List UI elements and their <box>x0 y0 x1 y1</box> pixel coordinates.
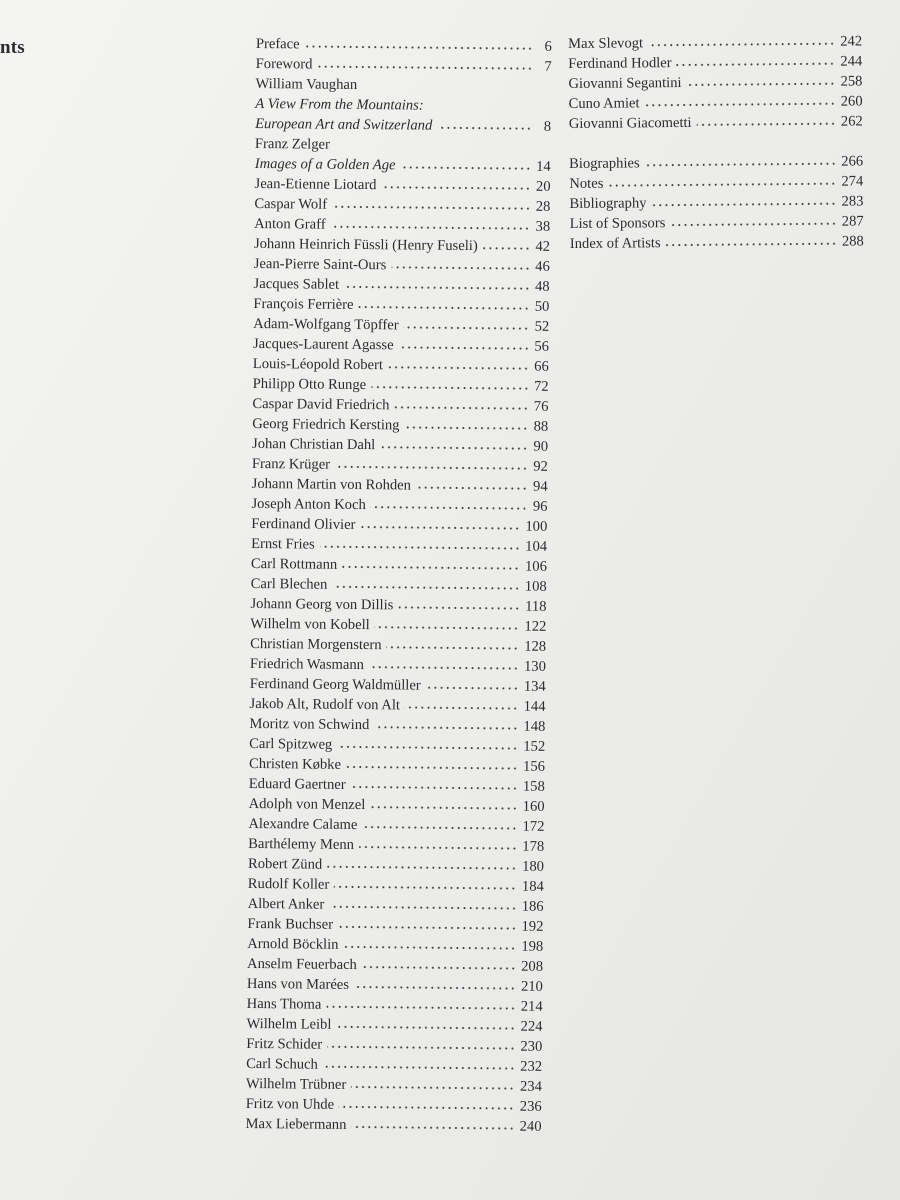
toc-entry <box>254 234 550 257</box>
page-number: 8 <box>543 118 552 135</box>
contents-heading: nts <box>0 37 25 58</box>
toc-entry <box>247 934 543 957</box>
toc-entry <box>250 594 546 617</box>
entry-title: List of Sponsors <box>569 215 666 232</box>
dot-leader <box>645 102 836 108</box>
dot-leader <box>398 605 520 610</box>
page-number: 236 <box>519 1098 542 1115</box>
entry-title: Johann Georg von Dillis <box>250 595 394 614</box>
toc-entry <box>246 1054 542 1077</box>
toc-entry <box>251 534 547 557</box>
toc-entry <box>250 654 546 677</box>
dot-leader <box>320 545 520 551</box>
entry-title: Jean-Etienne Liotard <box>254 175 377 194</box>
toc-entry <box>255 134 551 157</box>
dot-leader <box>346 765 518 771</box>
page-number: 7 <box>544 58 552 75</box>
toc-entry <box>569 111 863 134</box>
entry-title: A View From the Mountains: <box>255 95 424 114</box>
toc-entry <box>254 274 550 297</box>
toc-entry <box>252 434 548 457</box>
page-number: 50 <box>534 298 550 315</box>
dot-leader <box>317 65 532 71</box>
dot-leader <box>362 965 516 970</box>
entry-title: Eduard Gaertner <box>248 775 346 793</box>
dot-leader <box>677 62 836 67</box>
page-number: 134 <box>523 678 546 695</box>
dot-leader <box>343 945 516 951</box>
entry-title: Carl Spitzweg <box>249 735 333 753</box>
entry-title: Jakob Alt, Rudolf von Alt <box>249 695 401 714</box>
dot-leader <box>687 82 836 87</box>
entry-title: Arnold Böcklin <box>247 935 339 953</box>
page-number: 244 <box>840 53 863 70</box>
toc-entry <box>252 414 548 437</box>
page-number: 172 <box>522 818 545 835</box>
page-number: 262 <box>840 113 863 130</box>
entry-title: Philipp Otto Runge <box>252 375 367 394</box>
toc-entry <box>568 31 862 54</box>
toc-entry <box>246 1034 542 1057</box>
dot-leader <box>327 1045 515 1051</box>
dot-leader <box>344 285 530 291</box>
dot-leader <box>375 625 520 630</box>
page-number: 122 <box>524 618 547 635</box>
page-number: 186 <box>521 898 544 915</box>
toc-entry <box>250 634 546 657</box>
page-number: 178 <box>522 838 545 855</box>
toc-entry <box>249 774 545 797</box>
entry-title: Carl Schuch <box>246 1055 318 1073</box>
entry-title: Alexandre Calame <box>248 815 358 834</box>
entry-title: Barthélemy Menn <box>248 835 355 853</box>
dot-leader <box>387 645 520 650</box>
entry-title: Ferdinand Georg Waldmüller <box>249 675 421 694</box>
entry-title: Georg Friedrich Kersting <box>252 415 400 434</box>
dot-leader <box>335 465 528 471</box>
page-number: 184 <box>521 878 544 895</box>
dot-leader <box>380 445 528 450</box>
entry-title: Biographies <box>569 155 640 172</box>
page-number: 100 <box>525 518 548 535</box>
entry-title: Jacques-Laurent Agasse <box>252 335 394 354</box>
toc-entry <box>568 71 862 94</box>
dot-leader <box>337 745 518 751</box>
dot-leader <box>369 665 519 670</box>
dot-leader <box>351 785 518 791</box>
dot-leader <box>391 265 530 270</box>
dot-leader <box>354 985 516 991</box>
dot-leader <box>416 486 528 491</box>
page-number: 88 <box>533 418 549 435</box>
toc-entry <box>569 191 863 214</box>
dot-leader <box>305 44 533 50</box>
entry-title: Joseph Anton Koch <box>251 495 366 514</box>
toc-entry <box>247 974 543 997</box>
toc-entry <box>245 1114 541 1137</box>
entry-title: Anton Graff <box>254 215 326 233</box>
dot-leader <box>404 325 530 330</box>
entry-title: William Vaughan <box>255 75 358 93</box>
dot-leader <box>323 1065 515 1071</box>
page-number: 287 <box>841 213 864 230</box>
page-number: 48 <box>534 278 550 295</box>
dot-leader <box>332 205 531 211</box>
toc-left-column <box>245 34 552 1137</box>
entry-title: Ferdinand Olivier <box>251 515 356 533</box>
dot-leader <box>358 305 529 311</box>
entry-title: Giovanni Segantini <box>568 75 682 92</box>
page-number: 266 <box>841 153 864 170</box>
dot-leader <box>399 345 530 350</box>
page-number: 90 <box>533 438 549 455</box>
toc-entry <box>255 114 551 137</box>
entry-title: Adam-Wolfgang Töpffer <box>253 315 399 334</box>
toc-entry <box>253 354 549 377</box>
dot-leader <box>648 42 835 48</box>
page-number: 6 <box>544 38 552 55</box>
dot-leader <box>608 182 836 188</box>
entry-title: François Ferrière <box>253 295 354 313</box>
page-number: 118 <box>525 598 547 615</box>
entry-title: European Art and Switzerland <box>255 115 433 134</box>
dot-leader <box>351 1125 514 1131</box>
toc-entry <box>251 574 547 597</box>
dot-leader <box>381 185 530 190</box>
page-number: 152 <box>523 738 546 755</box>
page-number: 128 <box>524 638 547 655</box>
section-spacer <box>569 131 863 154</box>
page-number: 198 <box>521 938 544 955</box>
dot-leader <box>371 505 528 511</box>
toc-entry <box>253 374 549 397</box>
dot-leader <box>326 1005 515 1011</box>
entry-title: Christen Købke <box>248 755 342 773</box>
dot-leader <box>359 845 517 851</box>
page-number: 108 <box>524 578 547 595</box>
page-number: 260 <box>840 93 863 110</box>
toc-entry <box>251 494 547 517</box>
page-number: 156 <box>523 758 546 775</box>
entry-title: Max Liebermann <box>245 1115 347 1133</box>
dot-leader <box>327 865 517 871</box>
dot-leader <box>371 385 529 391</box>
dot-leader <box>400 165 531 170</box>
toc-entry <box>256 54 552 77</box>
page-number: 274 <box>841 173 864 190</box>
page-number: 52 <box>534 318 550 335</box>
page-number: 208 <box>521 958 544 975</box>
dot-leader <box>483 246 531 250</box>
toc-entry <box>253 334 549 357</box>
page-number: 160 <box>522 798 545 815</box>
dot-leader <box>645 162 837 168</box>
page-number: 76 <box>533 398 549 415</box>
page-number: 148 <box>523 718 546 735</box>
page-number: 42 <box>535 238 551 255</box>
toc-entry <box>249 694 545 717</box>
toc-entry <box>251 554 547 577</box>
toc-entry <box>250 674 546 697</box>
entry-title: Hans Thoma <box>246 995 322 1013</box>
toc-entry <box>254 194 550 217</box>
dot-leader <box>374 725 518 730</box>
page-number: 230 <box>520 1038 543 1055</box>
dot-leader <box>342 565 520 571</box>
page-number: 96 <box>532 498 548 515</box>
entry-title: Louis-Léopold Robert <box>252 355 384 374</box>
page-number: 106 <box>524 558 547 575</box>
page-number: 66 <box>534 358 549 375</box>
page-number: 283 <box>841 193 864 210</box>
dot-leader <box>334 885 517 891</box>
entry-title: Notes <box>569 175 604 192</box>
page-number: 288 <box>841 233 864 250</box>
entry-title: Franz Zelger <box>254 135 330 153</box>
toc-entry <box>252 454 548 477</box>
page-number: 46 <box>535 258 550 275</box>
entry-title: Johann Heinrich Füssli (Henry Fuseli) <box>253 235 478 255</box>
entry-title: Giovanni Giacometti <box>568 114 692 132</box>
entry-title: Carl Blechen <box>250 575 328 593</box>
toc-entry <box>247 914 543 937</box>
toc-entry <box>246 1074 542 1097</box>
entry-title: Wilhelm Trübner <box>245 1075 347 1093</box>
toc-entry <box>255 74 551 97</box>
entry-title: Caspar Wolf <box>254 195 328 213</box>
entry-title: Max Slevogt <box>568 35 644 52</box>
toc-entry <box>246 1094 542 1117</box>
toc-entry <box>570 211 864 234</box>
entry-title: Frank Buchser <box>247 915 334 933</box>
dot-leader <box>405 705 519 710</box>
entry-title: Moritz von Schwind <box>249 715 370 734</box>
dot-leader <box>332 585 520 591</box>
page-number: 14 <box>536 158 551 175</box>
toc-entry <box>247 994 543 1017</box>
page-number: 258 <box>840 73 863 90</box>
entry-title: Johann Martin von Rohden <box>251 475 412 494</box>
entry-title: Jean-Pierre Saint-Ours <box>253 255 387 274</box>
dot-leader <box>370 805 517 810</box>
dot-leader <box>360 525 520 531</box>
dot-leader <box>404 425 528 430</box>
dot-leader <box>388 365 529 370</box>
toc-entry <box>249 714 545 737</box>
toc-entry <box>254 214 550 237</box>
dot-leader <box>336 1025 515 1031</box>
entry-title: Hans von Marées <box>246 975 350 993</box>
page-number: 94 <box>532 478 548 495</box>
entry-title: Franz Krüger <box>251 455 331 473</box>
entry-title: Preface <box>255 35 300 53</box>
dot-leader <box>652 202 837 208</box>
entry-title: Robert Zünd <box>247 855 323 873</box>
page-number: 232 <box>520 1058 543 1075</box>
toc-entry <box>569 151 863 174</box>
dot-leader <box>437 126 532 131</box>
toc-entry <box>249 794 545 817</box>
toc-entry <box>251 514 547 537</box>
dot-leader <box>338 925 517 931</box>
toc-entry <box>249 754 545 777</box>
dot-leader <box>697 122 836 127</box>
entry-title: Christian Morgenstern <box>250 635 382 654</box>
toc-entry <box>248 854 544 877</box>
toc-right-column <box>568 31 864 254</box>
entry-title: Ernst Fries <box>251 535 315 553</box>
entry-title: Fritz Schider <box>246 1035 323 1053</box>
toc-entry <box>570 231 864 254</box>
entry-title: Carl Rottmann <box>250 555 338 573</box>
toc-entry <box>569 91 863 114</box>
page-number: 144 <box>523 698 546 715</box>
dot-leader <box>394 405 528 410</box>
toc-entry <box>254 174 550 197</box>
page-number: 158 <box>522 778 545 795</box>
dot-leader <box>426 686 519 691</box>
entry-title: Cuno Amiet <box>568 95 640 112</box>
entry-title: Bibliography <box>569 195 647 212</box>
entry-title: Ferdinand Hodler <box>568 55 672 72</box>
toc-entry <box>253 314 549 337</box>
toc-entry <box>568 51 862 74</box>
toc-entry <box>252 474 548 497</box>
entry-title: Adolph von Menzel <box>248 795 366 814</box>
toc-entry <box>253 294 549 317</box>
page-number: 210 <box>520 978 543 995</box>
entry-title: Wilhelm von Kobell <box>250 615 370 634</box>
entry-title: Caspar David Friedrich <box>252 395 390 414</box>
page-number: 180 <box>522 858 545 875</box>
toc-entry <box>256 34 552 57</box>
page-number: 224 <box>520 1018 543 1035</box>
dot-leader <box>362 825 517 830</box>
toc-entry <box>569 171 863 194</box>
page-number: 234 <box>519 1078 542 1095</box>
toc-entry <box>247 954 543 977</box>
page-number: 214 <box>520 998 543 1015</box>
dot-leader <box>339 1105 515 1111</box>
toc-entry <box>246 1014 542 1037</box>
toc-entry <box>248 814 544 837</box>
dot-leader <box>329 905 517 911</box>
entry-title: Anselm Feuerbach <box>246 955 357 974</box>
page-number: 130 <box>523 658 547 675</box>
toc-entry <box>250 614 546 637</box>
page-number: 240 <box>519 1118 542 1135</box>
page-number: 20 <box>535 178 551 195</box>
toc-entry <box>255 154 551 177</box>
page-number: 192 <box>521 918 544 935</box>
entry-title: Friedrich Wasmann <box>249 655 365 674</box>
entry-title: Albert Anker <box>247 895 325 913</box>
toc-entry <box>255 94 551 117</box>
entry-title: Rudolf Koller <box>247 875 330 893</box>
dot-leader <box>666 242 837 247</box>
entry-title: Johan Christian Dahl <box>251 435 376 454</box>
dot-leader <box>351 1085 515 1091</box>
toc-entry <box>248 874 544 897</box>
toc-entry <box>249 734 545 757</box>
toc-entry <box>248 894 544 917</box>
entry-title: Jacques Sablet <box>253 275 340 293</box>
entry-title: Fritz von Uhde <box>245 1095 335 1113</box>
page-number: 56 <box>534 338 550 355</box>
page-number: 104 <box>525 538 548 555</box>
page-number: 38 <box>535 218 551 235</box>
page-number: 92 <box>533 458 548 475</box>
toc-entry <box>248 834 544 857</box>
dot-leader <box>331 225 531 231</box>
toc-entry <box>254 254 550 277</box>
entry-title: Index of Artists <box>569 235 661 252</box>
dot-leader <box>670 222 836 227</box>
entry-title: Foreword <box>255 55 313 73</box>
toc-entry <box>252 394 548 417</box>
page-number: 72 <box>533 378 549 395</box>
entry-title: Images of a Golden Age <box>254 155 396 174</box>
entry-title: Wilhelm Leibl <box>246 1015 332 1033</box>
page-number: 242 <box>840 33 863 50</box>
page-number: 28 <box>535 198 551 215</box>
